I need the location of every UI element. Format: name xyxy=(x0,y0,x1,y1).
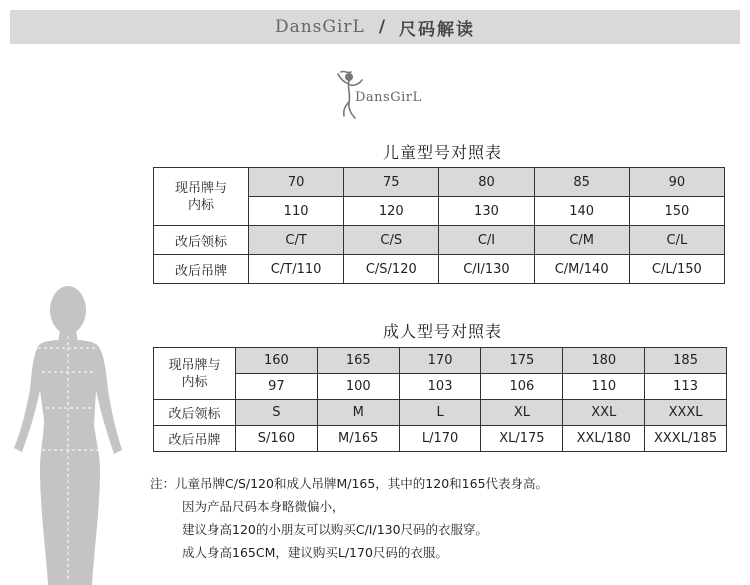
table-cell: 120 xyxy=(344,197,439,226)
table-row xyxy=(154,168,725,197)
table-cell: 103 xyxy=(399,374,481,400)
table-cell: 130 xyxy=(439,197,534,226)
table-cell: C/M xyxy=(534,226,629,255)
table-cell: 170 xyxy=(399,348,481,374)
table-cell: M/165 xyxy=(317,426,399,452)
table-cell: C/M/140 xyxy=(534,255,629,284)
table-cell: XXL/180 xyxy=(563,426,645,452)
table-cell: 80 xyxy=(439,168,534,197)
page-title: 尺码解读 xyxy=(399,19,476,40)
table-cell: C/T/110 xyxy=(249,255,344,284)
row-label-tag: 现吊牌与 内标 xyxy=(154,348,236,400)
logo-text: DansGirL xyxy=(355,90,422,105)
row-label-hangtag: 改后吊牌 xyxy=(154,255,249,284)
table-cell: S xyxy=(236,400,318,426)
table-cell: XXXL xyxy=(645,400,727,426)
table-cell: 113 xyxy=(645,374,727,400)
table-cell: XXXL/185 xyxy=(645,426,727,452)
table-row xyxy=(154,348,727,374)
table-cell: 90 xyxy=(629,168,724,197)
table-row xyxy=(154,374,727,400)
table-cell: XXL xyxy=(563,400,645,426)
table-cell: 100 xyxy=(317,374,399,400)
table-cell: L/170 xyxy=(399,426,481,452)
table-row xyxy=(154,400,727,426)
table-cell: C/S/120 xyxy=(344,255,439,284)
brand-name: DansGirL xyxy=(274,17,365,37)
table-cell: C/L/150 xyxy=(629,255,724,284)
table-cell: C/L xyxy=(629,226,724,255)
table-cell: 110 xyxy=(249,197,344,226)
kids-table-title: 儿童型号对照表 xyxy=(383,143,503,162)
table-cell: 175 xyxy=(481,348,563,374)
table-cell: C/I/130 xyxy=(439,255,534,284)
adults-size-table xyxy=(153,347,727,452)
table-cell: M xyxy=(317,400,399,426)
row-label-tag: 现吊牌与 内标 xyxy=(154,168,249,226)
banner-separator: / xyxy=(378,17,386,37)
brand-logo xyxy=(335,68,435,120)
table-cell: 85 xyxy=(534,168,629,197)
table-cell: 97 xyxy=(236,374,318,400)
size-notes xyxy=(150,472,548,564)
table-row xyxy=(154,255,725,284)
note-line: 成人身高165CM，建议购买L/170尺码的衣服。 xyxy=(182,545,448,560)
header-banner xyxy=(10,10,740,44)
table-cell: 185 xyxy=(645,348,727,374)
table-cell: XL/175 xyxy=(481,426,563,452)
table-cell: 160 xyxy=(236,348,318,374)
body-silhouette-icon xyxy=(0,280,150,585)
table-cell: 106 xyxy=(481,374,563,400)
table-cell: 140 xyxy=(534,197,629,226)
table-cell: C/T xyxy=(249,226,344,255)
note-line: 建议身高120的小朋友可以购买C/I/130尺码的衣服穿。 xyxy=(182,522,489,537)
table-cell: 75 xyxy=(344,168,439,197)
table-cell: XL xyxy=(481,400,563,426)
row-label-collar: 改后领标 xyxy=(154,226,249,255)
table-cell: 180 xyxy=(563,348,645,374)
table-cell: 165 xyxy=(317,348,399,374)
adults-table-title: 成人型号对照表 xyxy=(383,322,503,341)
table-cell: C/S xyxy=(344,226,439,255)
note-line: 注：儿童吊牌C/S/120和成人吊牌M/165，其中的120和165代表身高。 xyxy=(150,476,549,491)
table-row xyxy=(154,426,727,452)
table-cell: 110 xyxy=(563,374,645,400)
table-row xyxy=(154,226,725,255)
table-cell: 150 xyxy=(629,197,724,226)
kids-size-table xyxy=(153,167,725,284)
table-cell: S/160 xyxy=(236,426,318,452)
row-label-hangtag: 改后吊牌 xyxy=(154,426,236,452)
row-label-collar: 改后领标 xyxy=(154,400,236,426)
table-cell: C/I xyxy=(439,226,534,255)
note-line: 因为产品尺码本身略微偏小， xyxy=(182,499,345,514)
table-cell: 70 xyxy=(249,168,344,197)
table-cell: L xyxy=(399,400,481,426)
